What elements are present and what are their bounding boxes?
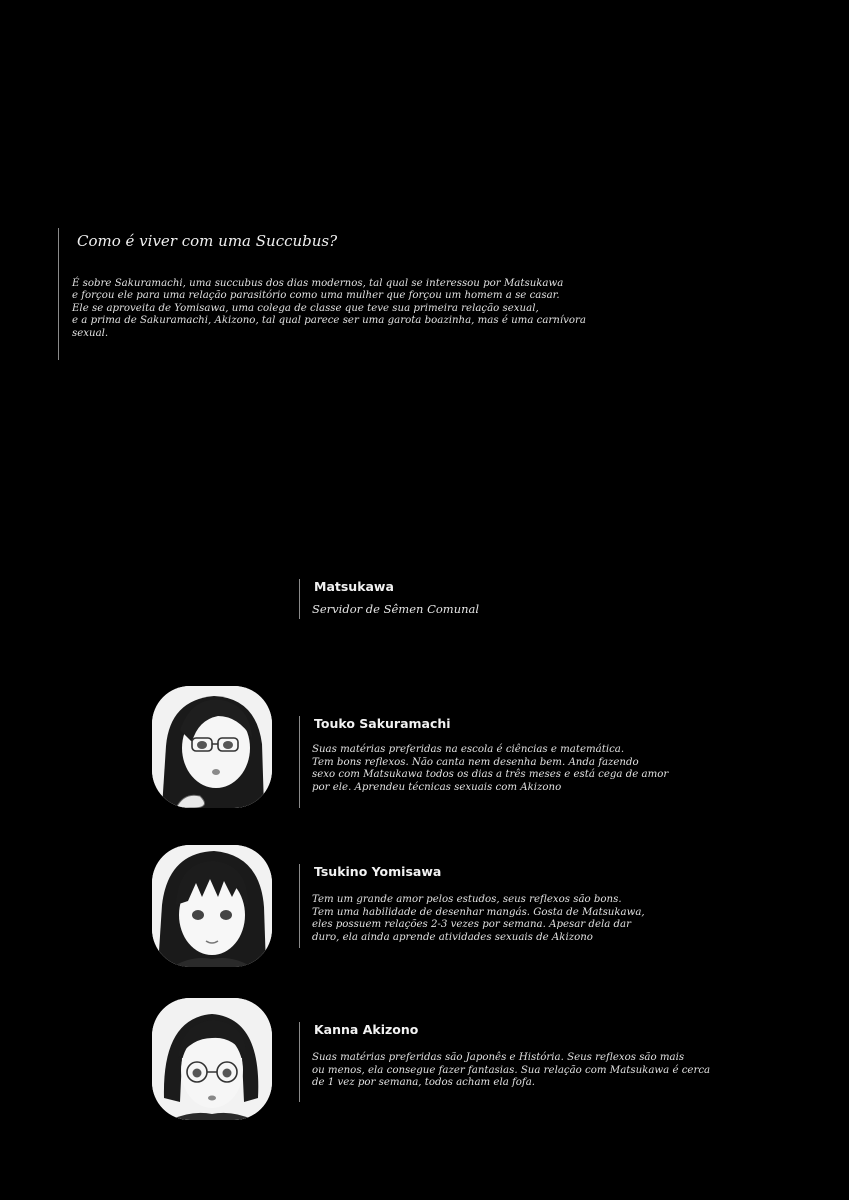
character-subtitle: Servidor de Sêmen Comunal	[312, 602, 480, 616]
intro-line: sexual.	[72, 327, 109, 339]
description-line: duro, ela ainda aprende atividades sexuais de Akizono	[312, 931, 593, 943]
character-description	[312, 744, 668, 794]
description-line: sexo com Matsukawa todos os dias a três meses e está cega de amor	[312, 769, 669, 781]
description-line: Suas matérias preferidas são Japonês e História. Seus reflexos são mais	[312, 1052, 685, 1063]
bangs-girl-portrait	[152, 845, 272, 967]
character-divider	[299, 579, 300, 619]
description-line: Tem bons reflexos. Não canta nem desenha bem. Anda fazendo	[312, 756, 639, 768]
round-glasses-short-hair-girl-portrait	[152, 998, 272, 1120]
intro-text	[72, 278, 586, 340]
character-divider	[299, 864, 300, 948]
intro-divider	[58, 228, 59, 360]
character-description	[312, 1052, 710, 1090]
intro-line: É sobre Sakuramachi, uma succubus dos dias modernos, tal qual se interessou por Matsukawa	[72, 278, 564, 289]
intro-line: Ele se aproveita de Yomisawa, uma colega de classe que teve sua primeira relação sexual,	[72, 302, 539, 314]
description-line: eles possuem relações 2-3 vezes por semana. Apesar dela dar	[312, 919, 632, 931]
character-name: Tsukino Yomisawa	[314, 864, 442, 879]
description-line: Tem uma habilidade de desenhar mangás. Gosta de Matsukawa,	[312, 906, 645, 918]
character-name: Matsukawa	[314, 579, 394, 594]
glasses-long-hair-girl-portrait	[152, 686, 272, 808]
intro-line: e a prima de Sakuramachi, Akizono, tal qual parece ser uma garota boazinha, mas é uma carnívora	[72, 315, 586, 327]
intro-line: e forçou ele para uma relação parasitório como uma mulher que forçou um homem a se casar.	[72, 290, 560, 302]
character-description	[312, 894, 645, 944]
description-line: Tem um grande amor pelos estudos, seus reflexos são bons.	[312, 894, 622, 905]
description-line: ou menos, ela consegue fazer fantasias. Sua relação com Matsukawa é cerca	[312, 1064, 711, 1076]
character-divider	[299, 716, 300, 808]
intro-title: Como é viver com uma Succubus?	[77, 232, 338, 250]
character-name: Touko Sakuramachi	[314, 716, 451, 731]
character-name: Kanna Akizono	[314, 1022, 419, 1037]
character-divider	[299, 1022, 300, 1102]
description-line: Suas matérias preferidas na escola é ciências e matemática.	[312, 744, 625, 755]
description-line: de 1 vez por semana, todos acham ela fofa.	[312, 1077, 536, 1089]
description-line: por ele. Aprendeu técnicas sexuais com Akizono	[312, 781, 562, 793]
